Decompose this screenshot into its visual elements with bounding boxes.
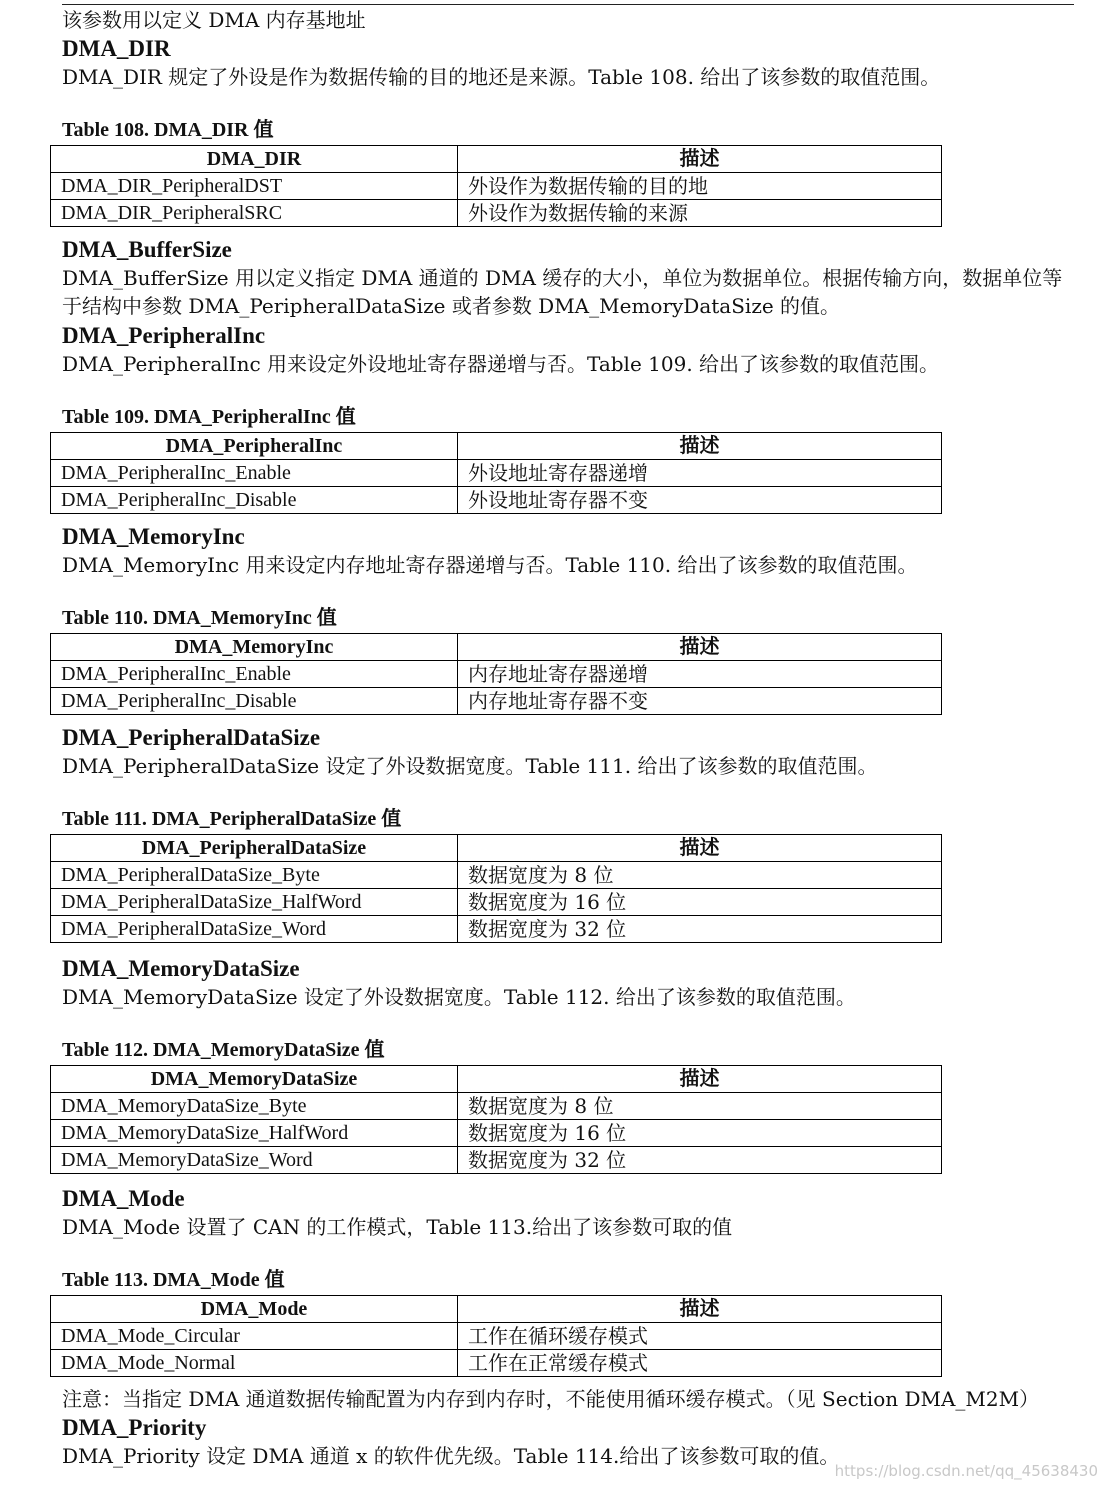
table-header-cell: DMA_PeripheralDataSize	[51, 835, 458, 862]
table-111	[50, 834, 942, 943]
table-header-cell: DMA_Mode	[51, 1296, 458, 1323]
table-cell: 数据宽度为 32 位	[458, 916, 942, 943]
watermark-text: https://blog.csdn.net/qq_45638430	[834, 1462, 1098, 1480]
table-row	[51, 1323, 942, 1350]
table-row	[51, 1093, 942, 1120]
heading-dma-peripheralinc: DMA_PeripheralInc	[62, 323, 266, 348]
table-cell: 外设作为数据传输的来源	[458, 200, 942, 227]
heading-dma-mode: DMA_Mode	[62, 1186, 185, 1211]
table-cell: DMA_PeripheralInc_Disable	[51, 688, 458, 715]
table-cell: DMA_Mode_Circular	[51, 1323, 458, 1350]
table-cell: DMA_PeripheralInc_Enable	[51, 460, 458, 487]
table-header-row	[51, 835, 942, 862]
table-row	[51, 661, 942, 688]
table-113	[50, 1295, 942, 1377]
table-row	[51, 200, 942, 227]
desc-dma-dir: DMA_DIR 规定了外设是作为数据传输的目的地还是来源。Table 108. 给出了该参数的取值范围。	[62, 65, 941, 89]
table-cell: DMA_MemoryDataSize_Byte	[51, 1093, 458, 1120]
table-cell: DMA_PeripheralDataSize_Byte	[51, 862, 458, 889]
table-header-cell: 描述	[458, 634, 942, 661]
table-cell: DMA_MemoryDataSize_Word	[51, 1147, 458, 1174]
heading-dma-priority: DMA_Priority	[62, 1415, 207, 1440]
page-top-rule	[62, 4, 1074, 5]
table-row	[51, 889, 942, 916]
caption-table-109: Table 109. DMA_PeripheralInc 值	[62, 406, 356, 428]
table-cell: DMA_PeripheralDataSize_HalfWord	[51, 889, 458, 916]
table-row	[51, 173, 942, 200]
caption-table-108: Table 108. DMA_DIR 值	[62, 119, 274, 141]
table-cell: 数据宽度为 16 位	[458, 1120, 942, 1147]
table-cell: 工作在循环缓存模式	[458, 1323, 942, 1350]
table-cell: DMA_PeripheralDataSize_Word	[51, 916, 458, 943]
table-109	[50, 432, 942, 514]
table-cell: DMA_DIR_PeripheralDST	[51, 173, 458, 200]
table-row	[51, 1120, 942, 1147]
table-header-cell: DMA_MemoryDataSize	[51, 1066, 458, 1093]
table-cell: 数据宽度为 8 位	[458, 1093, 942, 1120]
table-header-row	[51, 1066, 942, 1093]
table-row	[51, 487, 942, 514]
table-cell: 数据宽度为 32 位	[458, 1147, 942, 1174]
table-112	[50, 1065, 942, 1174]
table-row	[51, 460, 942, 487]
table-header-row	[51, 634, 942, 661]
table-cell: 工作在正常缓存模式	[458, 1350, 942, 1377]
desc-dma-memoryinc: DMA_MemoryInc 用来设定内存地址寄存器递增与否。Table 110. 给出了该参数的取值范围。	[62, 553, 918, 577]
table-row	[51, 862, 942, 889]
desc-dma-memorydatasize: DMA_MemoryDataSize 设定了外设数据宽度。Table 112. 给出了该参数的取值范围。	[62, 985, 856, 1009]
note-dma-mode: 注意：当指定 DMA 通道数据传输配置为内存到内存时，不能使用循环缓存模式。（见 Section DMA_M2M）	[62, 1387, 1040, 1411]
heading-dma-peripheraldatasize: DMA_PeripheralDataSize	[62, 725, 321, 750]
desc-dma-peripheraldatasize: DMA_PeripheralDataSize 设定了外设数据宽度。Table 111. 给出了该参数的取值范围。	[62, 754, 878, 778]
table-header-row	[51, 146, 942, 173]
table-header-cell: 描述	[458, 146, 942, 173]
table-header-row	[51, 1296, 942, 1323]
table-cell: 外设作为数据传输的目的地	[458, 173, 942, 200]
table-header-cell: 描述	[458, 835, 942, 862]
table-header-cell: 描述	[458, 1296, 942, 1323]
intro-text: 该参数用以定义 DMA 内存基地址	[62, 8, 366, 32]
table-cell: DMA_Mode_Normal	[51, 1350, 458, 1377]
desc-dma-mode: DMA_Mode 设置了 CAN 的工作模式，Table 113.给出了该参数可取的值	[62, 1215, 733, 1239]
table-110	[50, 633, 942, 715]
caption-table-110: Table 110. DMA_MemoryInc 值	[62, 607, 337, 629]
table-cell: DMA_PeripheralInc_Enable	[51, 661, 458, 688]
table-cell: 外设地址寄存器递增	[458, 460, 942, 487]
table-header-row	[51, 433, 942, 460]
table-cell: 数据宽度为 8 位	[458, 862, 942, 889]
table-cell: 内存地址寄存器不变	[458, 688, 942, 715]
table-row	[51, 1350, 942, 1377]
table-108	[50, 145, 942, 227]
heading-dma-memorydatasize: DMA_MemoryDataSize	[62, 956, 300, 981]
table-cell: 数据宽度为 16 位	[458, 889, 942, 916]
desc-dma-buffersize: DMA_BufferSize 用以定义指定 DMA 通道的 DMA 缓存的大小，单位为数据单位。根据传输方向，数据单位等于结构中参数 DMA_PeripheralDataSize 或者参数 DMA_MemoryDataSize 的值。	[62, 266, 1063, 318]
table-cell: 内存地址寄存器递增	[458, 661, 942, 688]
table-row	[51, 688, 942, 715]
caption-table-112: Table 112. DMA_MemoryDataSize 值	[62, 1039, 385, 1061]
table-cell: 外设地址寄存器不变	[458, 487, 942, 514]
table-header-cell: 描述	[458, 1066, 942, 1093]
caption-table-111: Table 111. DMA_PeripheralDataSize 值	[62, 808, 402, 830]
table-cell: DMA_PeripheralInc_Disable	[51, 487, 458, 514]
table-cell: DMA_MemoryDataSize_HalfWord	[51, 1120, 458, 1147]
table-row	[51, 1147, 942, 1174]
heading-dma-buffersize: DMA_BufferSize	[62, 237, 232, 262]
table-row	[51, 916, 942, 943]
desc-dma-priority: DMA_Priority 设定 DMA 通道 x 的软件优先级。Table 114.给出了该参数可取的值。	[62, 1444, 840, 1468]
table-header-cell: DMA_DIR	[51, 146, 458, 173]
heading-dma-memoryinc: DMA_MemoryInc	[62, 524, 245, 549]
heading-dma-dir: DMA_DIR	[62, 36, 171, 61]
table-header-cell: DMA_PeripheralInc	[51, 433, 458, 460]
desc-dma-peripheralinc: DMA_PeripheralInc 用来设定外设地址寄存器递增与否。Table 109. 给出了该参数的取值范围。	[62, 352, 940, 376]
table-header-cell: 描述	[458, 433, 942, 460]
table-header-cell: DMA_MemoryInc	[51, 634, 458, 661]
table-cell: DMA_DIR_PeripheralSRC	[51, 200, 458, 227]
caption-table-113: Table 113. DMA_Mode 值	[62, 1269, 285, 1291]
